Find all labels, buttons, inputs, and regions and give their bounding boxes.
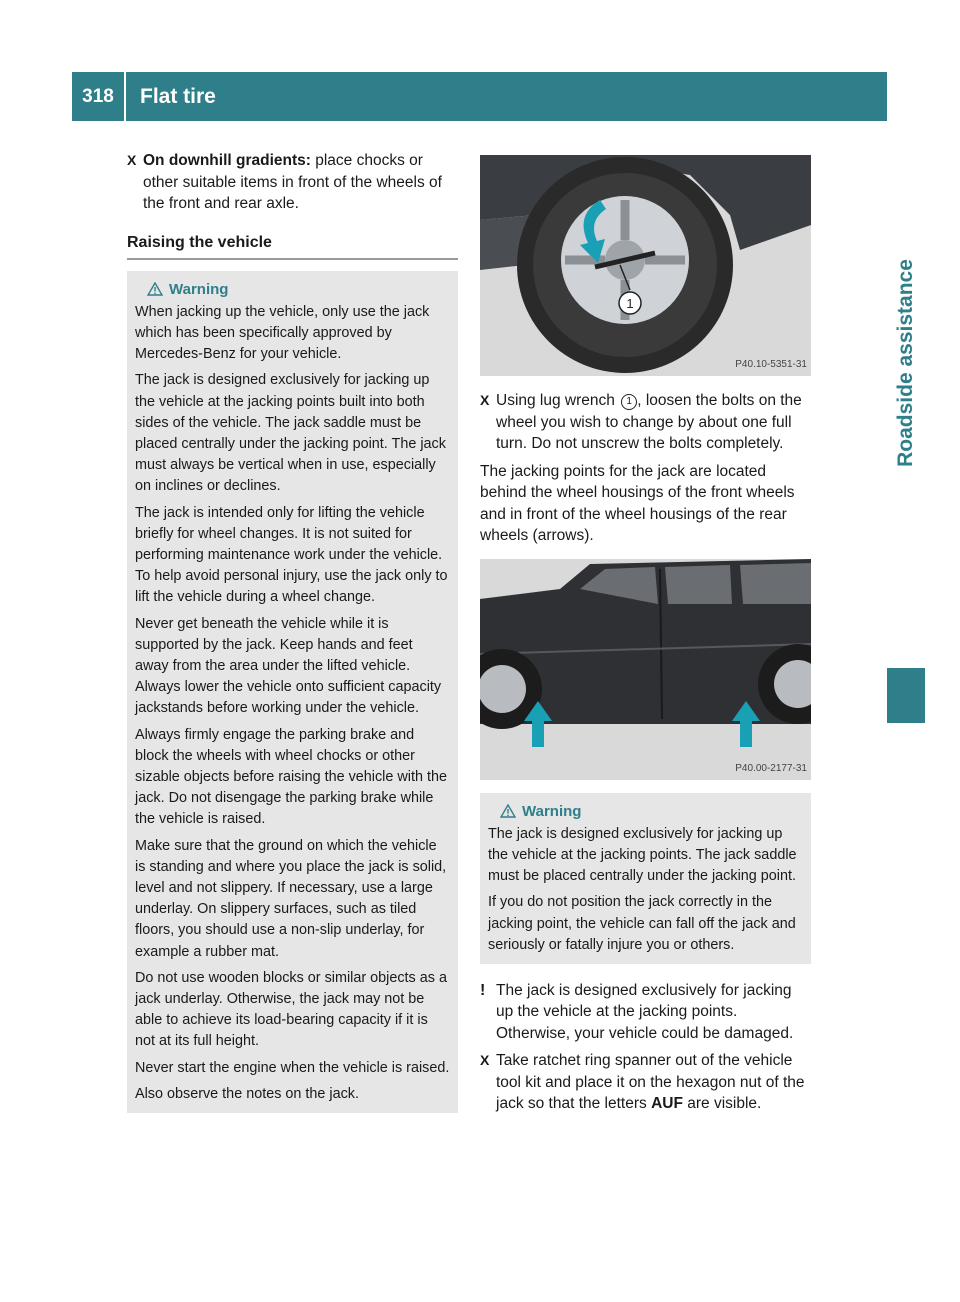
step-ratchet-text-pre: Take ratchet ring spanner out of the vehicle tool kit and place it on the hexagon nut of the jack so that the letters xyxy=(496,1052,805,1113)
warning-paragraph: Always firmly engage the parking brake and block the wheels with wheel chocks or other sizable objects before raising the vehicle with the jack. Do not disengage the parking brake while the vehicle is raised. xyxy=(135,726,447,828)
side-tab-text: Roadside assistance xyxy=(894,259,918,467)
photo-code: P40.00-2177-31 xyxy=(735,762,807,774)
step-marker-icon: X xyxy=(127,152,137,168)
step-downhill-bold: On downhill gradients: xyxy=(143,152,311,169)
warning-label: Warning xyxy=(522,802,582,820)
callout-ref-icon: 1 xyxy=(621,394,637,410)
page-number: 318 xyxy=(72,72,126,121)
note-jack-damage xyxy=(480,980,811,1045)
step-downhill-text: place chocks or other suitable items in front of the wheels of the front and rear axle. xyxy=(143,152,442,212)
warning-paragraph: Never start the engine when the vehicle is raised. xyxy=(135,1059,450,1076)
side-tab-label xyxy=(887,72,925,654)
warning-paragraph: Make sure that the ground on which the vehicle is standing and where you place the jack is solid, level and not slippery. If necessary, use a large underlay. On slippery surfaces, such as tiled floors, you should use a non-slip underlay, for example a rubber mat. xyxy=(135,837,447,960)
warning-box-left xyxy=(127,271,458,1114)
wheel-wrench-photo xyxy=(480,155,811,376)
photo-code: P40.10-5351-31 xyxy=(735,359,807,370)
warning-paragraph: Never get beneath the vehicle while it is supported by the jack. Keep hands and feet away from the area under the lifted vehicle. Always lower the vehicle onto sufficient capacity jackstands before working under the vehicle. xyxy=(135,615,442,717)
step-marker-icon: X xyxy=(480,1052,490,1069)
step-ratchet-spanner xyxy=(480,1050,811,1115)
wrench-callout: 1 xyxy=(626,296,634,311)
step-loosen-bolts xyxy=(480,390,811,455)
left-column xyxy=(127,150,458,1113)
step-ratchet-text-post: are visible. xyxy=(682,1095,762,1113)
step-loosen-text-post: , loosen the bolts on the wheel you wish to change by about one full turn. Do not unscrew the bolts completely. xyxy=(496,392,802,452)
warning-triangle-icon xyxy=(500,804,516,818)
wheel-illustration xyxy=(480,155,811,376)
note-text: The jack is designed exclusively for jacking up the vehicle at the jacking points. Otherwise, your vehicle could be damaged. xyxy=(496,981,794,1042)
warning-paragraph: The jack is designed exclusively for jacking up the vehicle at the jacking points. The jack saddle must be placed centrally under the jacking point. xyxy=(488,825,797,885)
warning-header xyxy=(147,279,450,300)
warning-triangle-icon xyxy=(147,282,163,296)
right-column xyxy=(480,155,811,1115)
note-exclamation-icon: ! xyxy=(480,981,486,999)
jacking-points-paragraph: The jacking points for the jack are located behind the wheel housings of the front wheels and in front of the wheel housings of the rear wheels (arrows). xyxy=(480,462,795,544)
step-marker-icon: X xyxy=(480,392,490,408)
step-downhill xyxy=(127,150,458,215)
side-tab-marker xyxy=(887,668,925,723)
warning-box-right xyxy=(480,793,811,964)
page-title: Flat tire xyxy=(140,84,216,108)
warning-label: Warning xyxy=(169,280,229,298)
warning-header xyxy=(500,801,803,822)
vehicle-side-photo xyxy=(480,559,811,780)
warning-paragraph: When jacking up the vehicle, only use the jack which has been specifically approved by Mercedes-Benz for your vehicle. xyxy=(135,303,430,363)
step-ratchet-bold: AUF xyxy=(651,1095,683,1113)
step-loosen-text-pre: Using lug wrench xyxy=(496,392,620,409)
warning-paragraph: The jack is designed exclusively for jacking up the vehicle at the jacking points built into both sides of the vehicle. The jack saddle must be placed centrally under the jacking point. The jack must always be vertical when in use, especially on inclines or declines. xyxy=(135,372,446,495)
warning-paragraph: If you do not position the jack correctly in the jacking point, the vehicle can fall off the jack and seriously or fatally injure you or others. xyxy=(488,894,796,953)
vehicle-illustration xyxy=(480,559,811,780)
warning-paragraph: The jack is intended only for lifting the vehicle briefly for wheel changes. It is not suited for performing maintenance work under the vehicle. To help avoid personal injury, use the jack only to lift the vehicle during a wheel change. xyxy=(135,504,448,606)
warning-paragraph: Do not use wooden blocks or similar objects as a jack underlay. Otherwise, the jack may not be able to achieve its load-bearing capacity if it is not at its full height. xyxy=(135,969,447,1050)
warning-paragraph: Also observe the notes on the jack. xyxy=(135,1085,359,1102)
section-title: Raising the vehicle xyxy=(127,234,458,260)
